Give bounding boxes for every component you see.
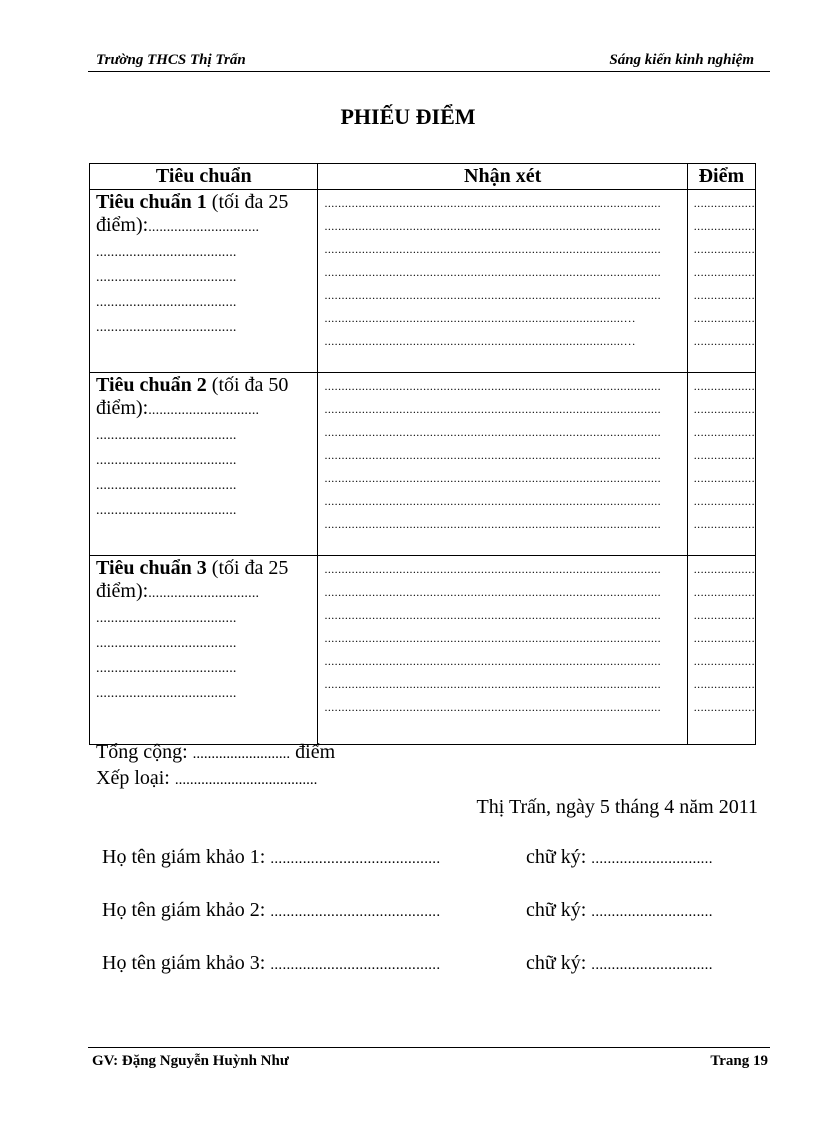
points-line: .................. bbox=[693, 288, 755, 302]
criteria-blank-line: ...................................... bbox=[96, 245, 237, 260]
header-school: Trường THCS Thị Trấn bbox=[96, 52, 246, 68]
comment-cell-2 bbox=[318, 373, 687, 556]
points-line: .................. bbox=[693, 562, 755, 576]
judge-2-sign bbox=[526, 899, 713, 922]
judge-1-sign-label: chữ ký: bbox=[526, 846, 587, 868]
points-line: .................. bbox=[693, 608, 755, 622]
points-line: .................. bbox=[693, 265, 755, 279]
comment-line: ................................................................................................... bbox=[324, 196, 662, 210]
comment-line: ........................................................................................… bbox=[324, 311, 637, 325]
judge-3-sign bbox=[526, 952, 713, 975]
criteria-row-2 bbox=[90, 373, 756, 556]
table-header-row bbox=[90, 164, 756, 190]
criteria-blank-line: ...................................... bbox=[96, 270, 237, 285]
criteria-blank-line: ...................................... bbox=[96, 503, 237, 518]
criteria-limit-2: (tối đa 50 bbox=[206, 374, 289, 396]
footer-page: Trang 19 bbox=[710, 1053, 768, 1069]
criteria-limit2-2: điểm): bbox=[96, 397, 149, 419]
points-line: .................. bbox=[693, 654, 755, 668]
criteria-cell-3 bbox=[90, 556, 318, 745]
judge-3-label: Họ tên giám khảo 3: bbox=[102, 952, 266, 974]
criteria-name-2: Tiêu chuẩn 2 bbox=[96, 374, 207, 396]
rank-dots: ...................................... bbox=[174, 772, 318, 788]
criteria-dots-3: .............................. bbox=[148, 586, 260, 601]
points-line: .................. bbox=[693, 631, 755, 645]
score-table bbox=[89, 163, 756, 745]
comment-line: ................................................................................................... bbox=[324, 654, 662, 668]
judge-3-sign-dots: .............................. bbox=[591, 957, 713, 973]
footer-author: GV: Đặng Nguyễn Huỳnh Như bbox=[92, 1053, 289, 1069]
points-line: .................. bbox=[693, 425, 755, 439]
comment-line: ................................................................................................... bbox=[324, 700, 662, 714]
total-dots: .......................... bbox=[192, 746, 291, 762]
judge-2-sign-label: chữ ký: bbox=[526, 899, 587, 921]
points-line: .................. bbox=[693, 517, 755, 531]
comment-cell-3 bbox=[318, 556, 687, 745]
comment-line: ................................................................................................... bbox=[324, 219, 662, 233]
points-line: .................. bbox=[693, 448, 755, 462]
comment-line: ................................................................................................... bbox=[324, 494, 662, 508]
judge-3-dots: .......................................... bbox=[270, 957, 441, 973]
criteria-cell-1 bbox=[90, 190, 318, 373]
criteria-blank-line: ...................................... bbox=[96, 636, 237, 651]
criteria-blank-line: ...................................... bbox=[96, 295, 237, 310]
total-line bbox=[96, 741, 335, 764]
comment-line: ................................................................................................... bbox=[324, 425, 662, 439]
comment-line: ................................................................................................... bbox=[324, 265, 662, 279]
comment-line: ................................................................................................... bbox=[324, 608, 662, 622]
criteria-blank-line: ...................................... bbox=[96, 611, 237, 626]
judge-1-sign bbox=[526, 846, 713, 869]
points-cell-2 bbox=[687, 373, 755, 556]
comment-line: ................................................................................................... bbox=[324, 585, 662, 599]
points-line: .................. bbox=[693, 494, 755, 508]
judge-1-label: Họ tên giám khảo 1: bbox=[102, 846, 266, 868]
judge-2-label: Họ tên giám khảo 2: bbox=[102, 899, 266, 921]
judge-1-line bbox=[102, 846, 440, 869]
criteria-dots-1: .............................. bbox=[148, 220, 260, 235]
comment-line: ................................................................................................... bbox=[324, 288, 662, 302]
comment-line: ................................................................................................... bbox=[324, 631, 662, 645]
criteria-limit2-1: điểm): bbox=[96, 214, 149, 236]
comment-line: ................................................................................................... bbox=[324, 677, 662, 691]
criteria-name-1: Tiêu chuẩn 1 bbox=[96, 191, 207, 213]
points-line: .................. bbox=[693, 219, 755, 233]
page-title: PHIẾU ĐIỂM bbox=[340, 104, 476, 129]
comment-line: ................................................................................................... bbox=[324, 242, 662, 256]
criteria-blank-line: ...................................... bbox=[96, 686, 237, 701]
criteria-name-3: Tiêu chuẩn 3 bbox=[96, 557, 207, 579]
comment-line: ................................................................................................... bbox=[324, 562, 662, 576]
criteria-blank-line: ...................................... bbox=[96, 661, 237, 676]
comment-line: ................................................................................................... bbox=[324, 471, 662, 485]
criteria-blank-line: ...................................... bbox=[96, 428, 237, 443]
criteria-blank-line: ...................................... bbox=[96, 320, 237, 335]
total-unit: điểm bbox=[295, 741, 336, 763]
judge-2-line bbox=[102, 899, 440, 922]
criteria-limit-1: (tối đa 25 bbox=[206, 191, 289, 213]
points-line: .................. bbox=[693, 242, 755, 256]
criteria-row-1 bbox=[90, 190, 756, 373]
rank-line bbox=[96, 767, 317, 790]
criteria-cell-2 bbox=[90, 373, 318, 556]
comment-line: ................................................................................................... bbox=[324, 517, 662, 531]
points-line: .................. bbox=[693, 196, 755, 210]
header-comment: Nhận xét bbox=[318, 164, 687, 190]
points-line: .................. bbox=[693, 585, 755, 599]
criteria-blank-line: ...................................... bbox=[96, 478, 237, 493]
points-line: .................. bbox=[693, 402, 755, 416]
judge-2-dots: .......................................... bbox=[270, 904, 441, 920]
criteria-limit2-3: điểm): bbox=[96, 580, 149, 602]
judge-3-sign-label: chữ ký: bbox=[526, 952, 587, 974]
header-doc-type: Sáng kiến kinh nghiệm bbox=[609, 52, 754, 68]
points-line: .................. bbox=[693, 471, 755, 485]
comment-line: ................................................................................................... bbox=[324, 379, 662, 393]
criteria-dots-2: .............................. bbox=[148, 403, 260, 418]
points-line: .................. bbox=[693, 700, 755, 714]
points-line: .................. bbox=[693, 311, 755, 325]
judge-2-sign-dots: .............................. bbox=[591, 904, 713, 920]
points-cell-1 bbox=[687, 190, 755, 373]
header-criteria: Tiêu chuẩn bbox=[90, 164, 318, 190]
criteria-row-3 bbox=[90, 556, 756, 745]
criteria-blank-line: ...................................... bbox=[96, 453, 237, 468]
comment-line: ................................................................................................... bbox=[324, 448, 662, 462]
total-label: Tổng cộng: bbox=[96, 741, 188, 763]
comment-line: ........................................................................................… bbox=[324, 334, 637, 348]
points-cell-3 bbox=[687, 556, 755, 745]
header-points: Điểm bbox=[687, 164, 755, 190]
points-line: .................. bbox=[693, 677, 755, 691]
judge-1-dots: .......................................... bbox=[270, 851, 441, 867]
comment-line: ................................................................................................... bbox=[324, 402, 662, 416]
points-line: .................. bbox=[693, 334, 755, 348]
header-rule bbox=[88, 71, 770, 72]
judge-3-line bbox=[102, 952, 440, 975]
rank-label: Xếp loại: bbox=[96, 767, 170, 789]
judge-1-sign-dots: .............................. bbox=[591, 851, 713, 867]
footer-rule bbox=[88, 1047, 770, 1048]
criteria-limit-3: (tối đa 25 bbox=[206, 557, 289, 579]
date-line: Thị Trấn, ngày 5 tháng 4 năm 2011 bbox=[476, 796, 758, 818]
points-line: .................. bbox=[693, 379, 755, 393]
comment-cell-1 bbox=[318, 190, 687, 373]
